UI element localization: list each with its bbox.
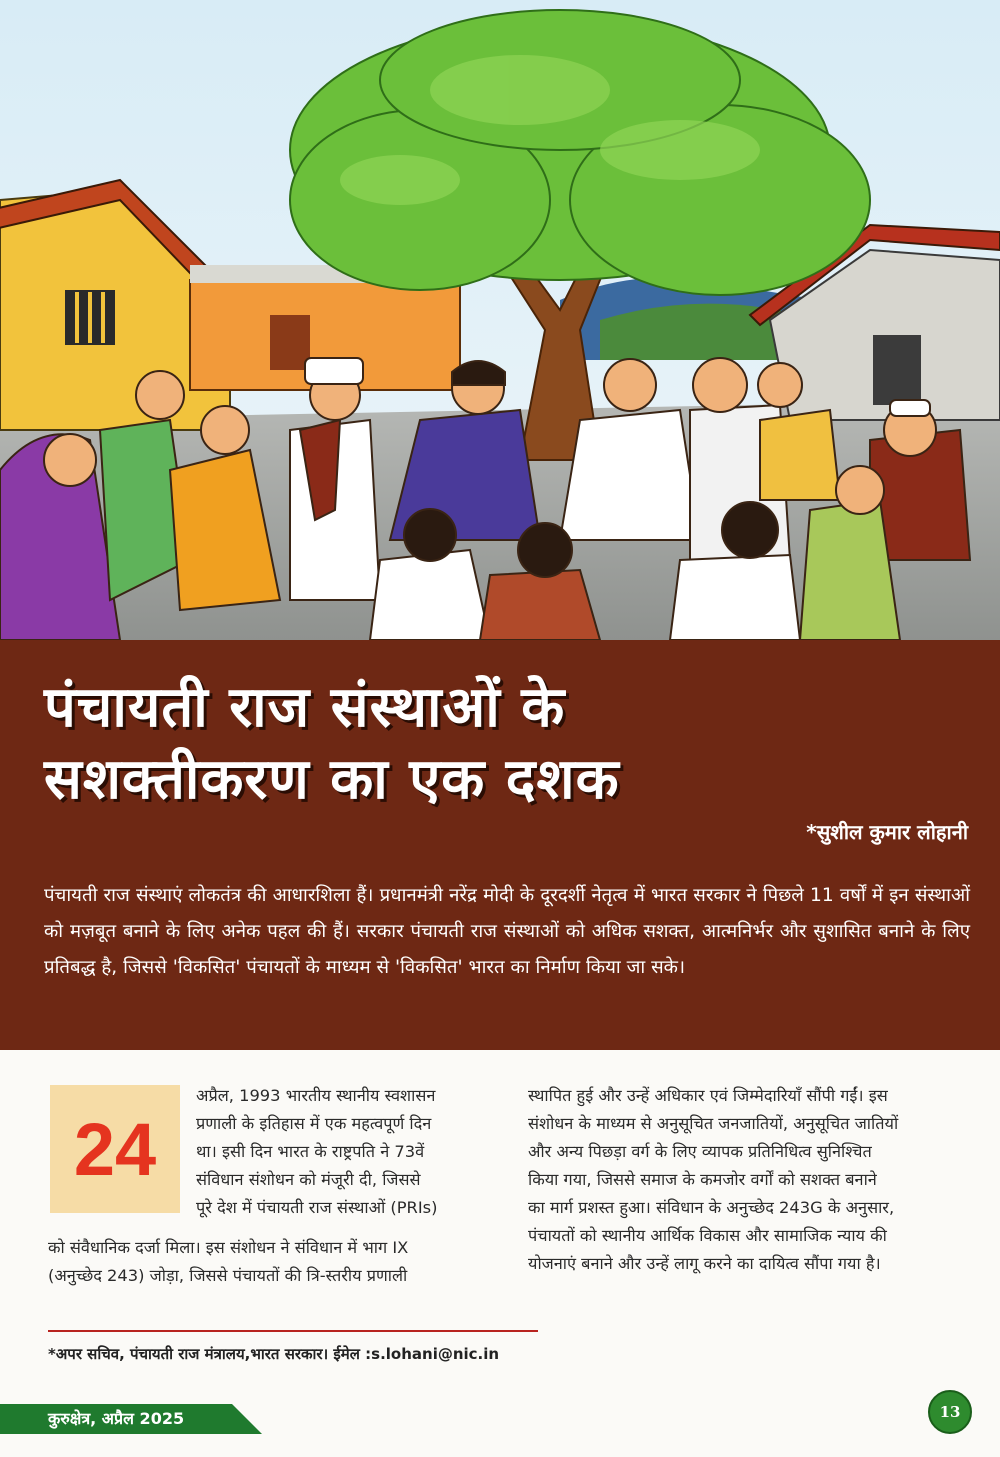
dropcap-box [50, 1085, 180, 1213]
magazine-issue: कुरुक्षेत्र, अप्रैल 2025 [48, 1409, 185, 1428]
body-line: था। इसी दिन भारत के राष्ट्रपति ने 73वें [196, 1142, 425, 1161]
body-line: अप्रैल, 1993 भारतीय स्थानीय स्वशासन [196, 1086, 436, 1105]
author-byline: *सुशील कुमार लोहानी [806, 820, 968, 844]
body-line: (अनुच्छेद 243) जोड़ा, जिससे पंचायतों की त्रि-स्तरीय प्रणाली [48, 1266, 408, 1285]
article-title [44, 672, 620, 816]
title-line-1: पंचायती राज संस्थाओं के [44, 675, 566, 740]
body-line: का मार्ग प्रशस्त हुआ। संविधान के अनुच्छेद 243G के अनुसार, [528, 1198, 895, 1217]
page-number: 13 [928, 1390, 972, 1434]
column-2 [528, 1082, 970, 1278]
body-line: पूरे देश में पंचायती राज संस्थाओं (PRIs) [196, 1198, 438, 1217]
footnote-divider [48, 1330, 538, 1332]
body-line: किया गया, जिससे समाज के कमजोर वर्गों को सशक्त बनाने [528, 1170, 877, 1189]
village-meeting-illustration [0, 0, 1000, 640]
body-line: और अन्य पिछड़ा वर्ग के लिए व्यापक प्रतिनिधित्व सुनिश्चित [528, 1142, 872, 1161]
dropcap-number: 24 [73, 1108, 157, 1191]
body-line: को संवैधानिक दर्जा मिला। इस संशोधन ने संविधान में भाग IX [48, 1238, 409, 1257]
body-line: प्रणाली के इतिहास में एक महत्वपूर्ण दिन [196, 1114, 432, 1133]
column-1-bottom [48, 1234, 486, 1290]
body-line: योजनाएं बनाने और उन्हें लागू करने का दायित्व सौंपा गया है। [528, 1254, 881, 1273]
body-line: संशोधन के माध्यम से अनुसूचित जनजातियों, अनुसूचित जातियों [528, 1114, 899, 1133]
hero-illustration [0, 0, 1000, 640]
body-line: संविधान संशोधन को मंजूरी दी, जिससे [196, 1170, 421, 1189]
column-1-top [196, 1082, 486, 1222]
body-line: पंचायतों को स्थानीय आर्थिक विकास और सामाजिक न्याय की [528, 1226, 887, 1245]
intro-paragraph: पंचायती राज संस्थाएं लोकतंत्र की आधारशिला हैं। प्रधानमंत्री नरेंद्र मोदी के दूरदर्शी नेतृत्व में भारत सरकार ने पिछले 11 वर्षों में इन संस्थाओं को मज़बूत बनाने के लिए अनेक पहल की हैं। सरकार पंचायती राज संस्थाओं को अधिक सशक्त, आत्मनिर्भर और सुशासित बनाने के लिए प्रतिबद्ध है, जिससे 'विकसित' पंचायतों के माध्यम से 'विकसित' भारत का निर्माण किया जा सके। [44, 885, 970, 978]
title-line-2: सशक्तीकरण का एक दशक [44, 747, 620, 812]
body-line: स्थापित हुई और उन्हें अधिकार एवं जिम्मेदारियाँ सौंपी गईं। इस [528, 1086, 888, 1105]
footnote: *अपर सचिव, पंचायती राज मंत्रालय,भारत सरकार। ईमेल :s.lohani@nic.in [48, 1345, 500, 1363]
